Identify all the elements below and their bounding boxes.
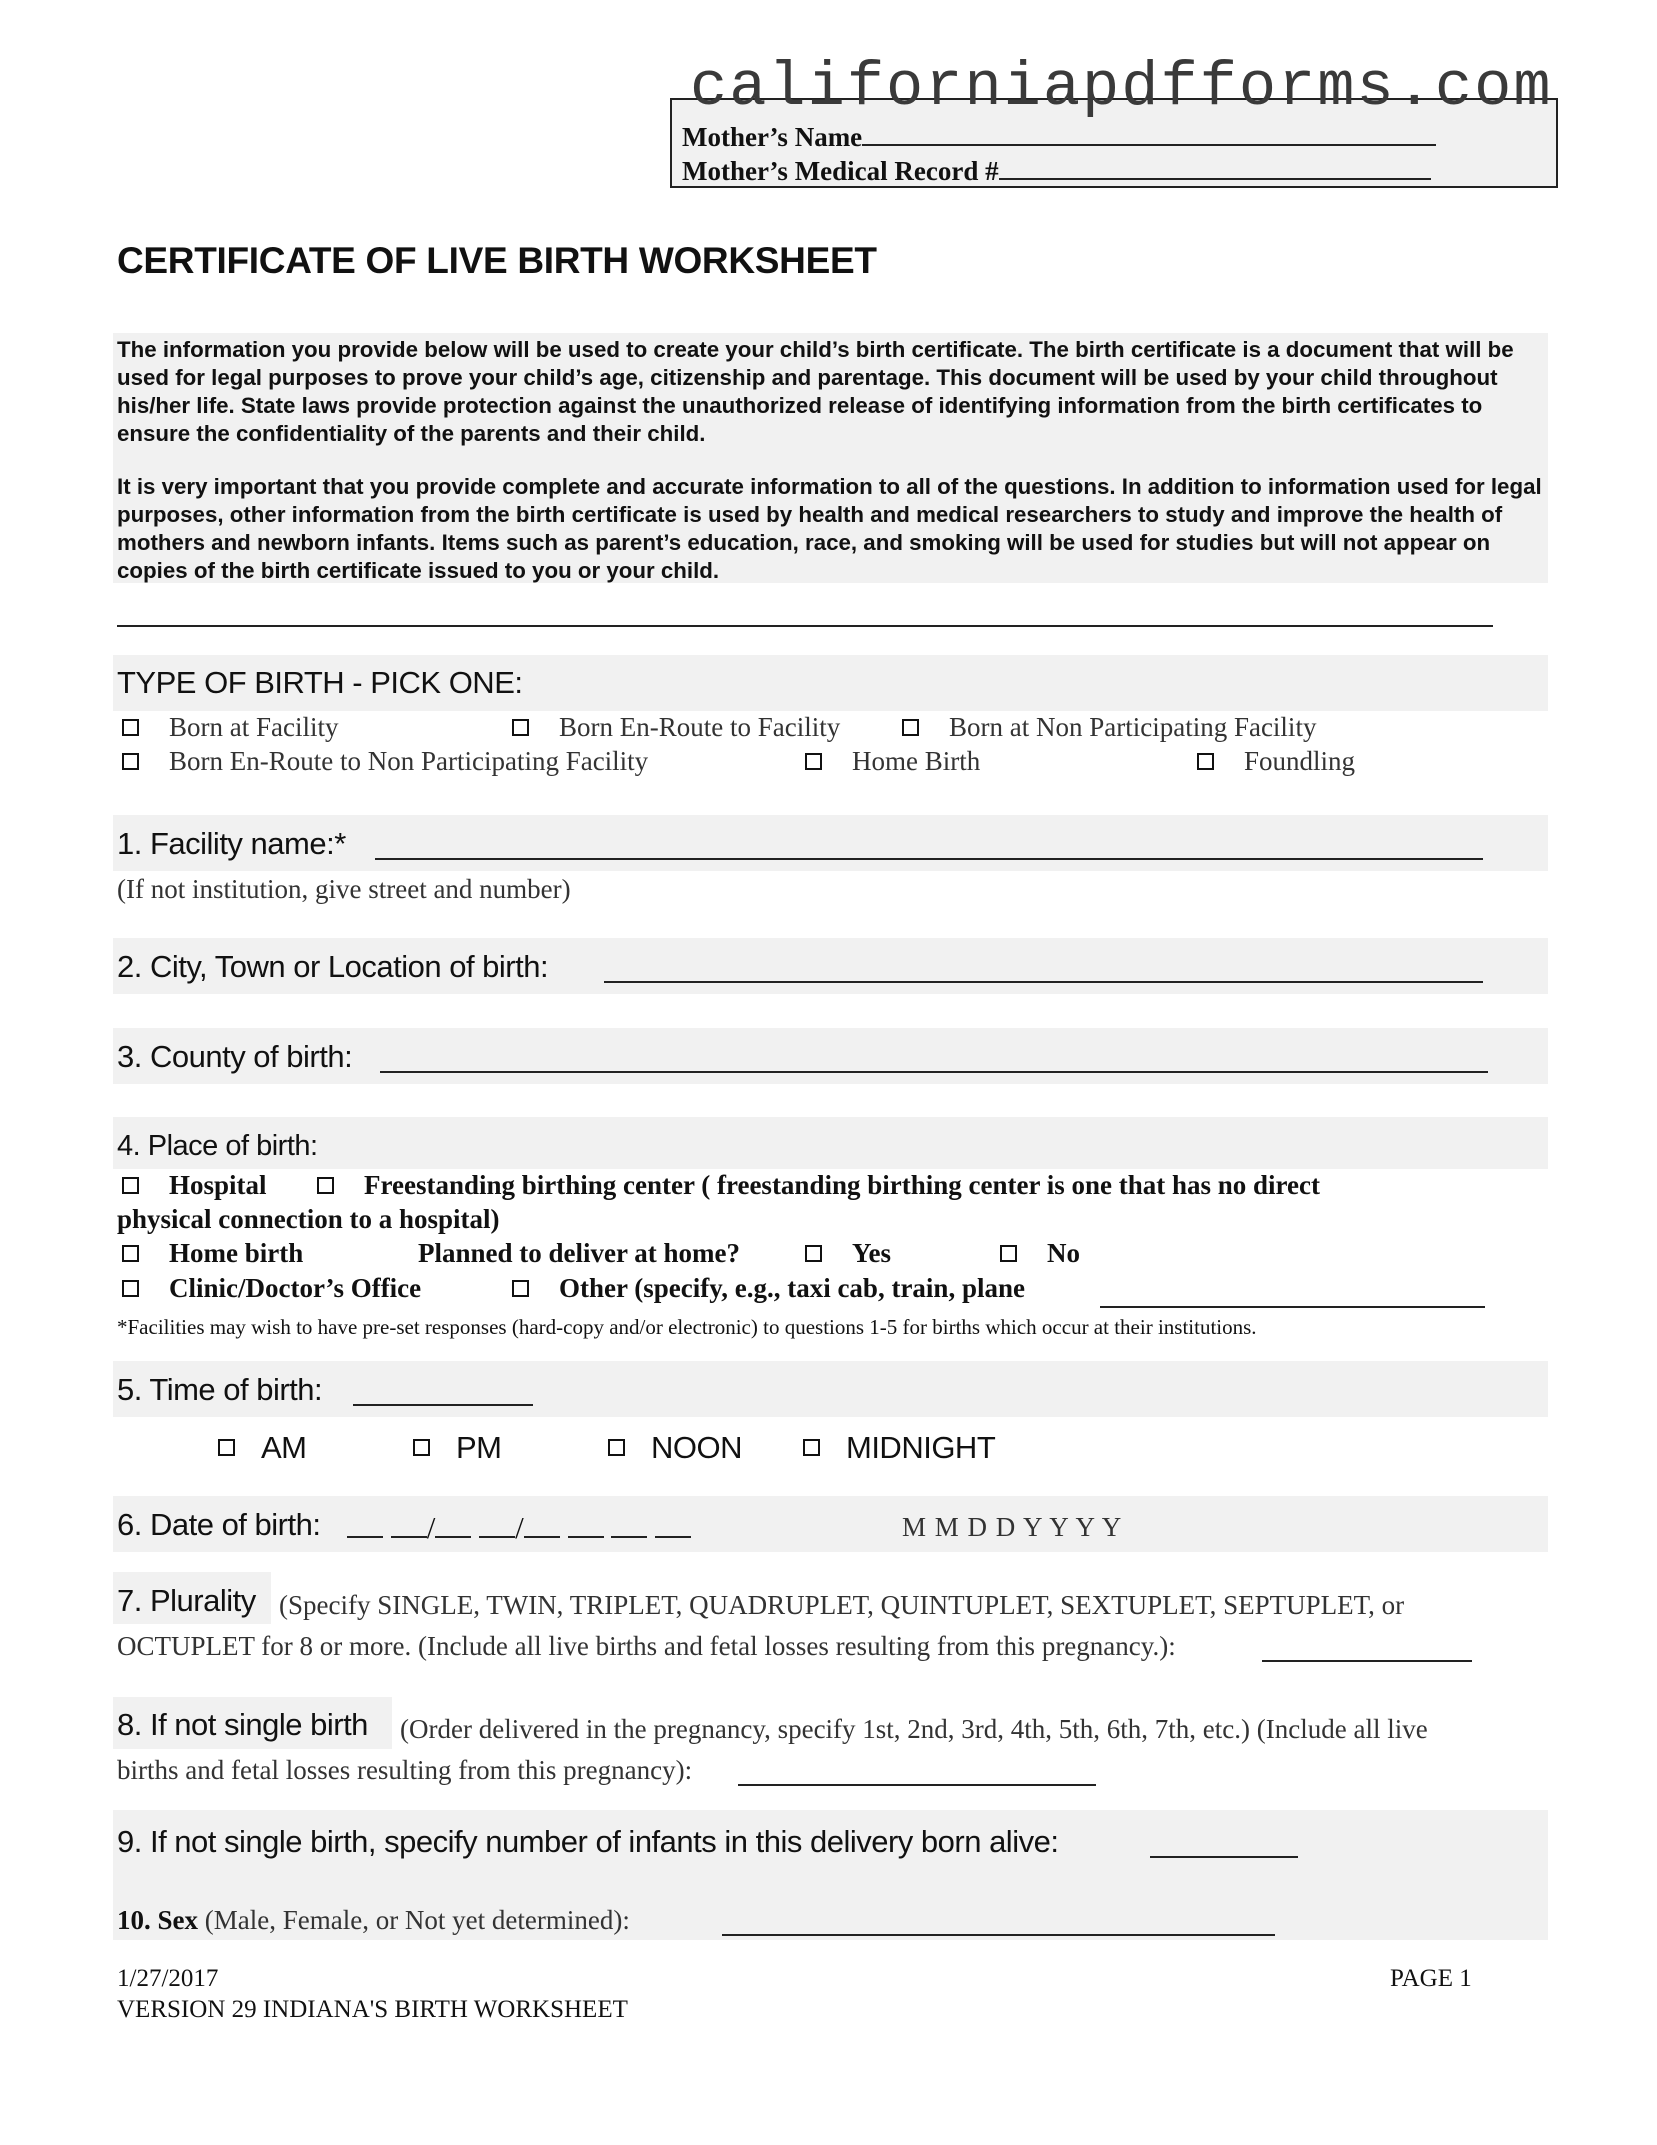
checkbox[interactable] xyxy=(1197,753,1214,770)
freestanding-cont: physical connection to a hospital) xyxy=(117,1204,500,1234)
q5-label: 5. Time of birth: xyxy=(117,1372,323,1407)
checkbox[interactable] xyxy=(122,719,139,736)
option-hospital[interactable]: Hospital xyxy=(122,1170,267,1201)
q6-bar xyxy=(113,1496,1548,1552)
option-born-en-route-non-participating[interactable]: Born En-Route to Non Participating Facility xyxy=(122,746,648,777)
q3-label: 3. County of birth: xyxy=(117,1039,353,1074)
checkbox[interactable] xyxy=(512,719,529,736)
mother-name-row xyxy=(682,122,1436,153)
option-home-birth[interactable]: Home Birth xyxy=(805,746,980,777)
option-pm[interactable]: PM xyxy=(413,1430,502,1466)
checkbox[interactable] xyxy=(1000,1245,1017,1262)
footer-date: 1/27/2017 xyxy=(117,1965,219,1992)
type-of-birth-heading: TYPE OF BIRTH - PICK ONE: xyxy=(117,665,523,700)
checkbox[interactable] xyxy=(902,719,919,736)
mother-name-field[interactable] xyxy=(862,122,1436,146)
q10-row xyxy=(117,1905,630,1936)
facility-name-field[interactable] xyxy=(375,832,1483,860)
q4-bar xyxy=(113,1117,1548,1169)
checkbox[interactable] xyxy=(122,1245,139,1262)
checkbox[interactable] xyxy=(317,1177,334,1194)
checkbox[interactable] xyxy=(512,1280,529,1297)
county-of-birth-field[interactable] xyxy=(380,1045,1488,1073)
option-noon[interactable]: NOON xyxy=(608,1430,742,1466)
q1-note: (If not institution, give street and number) xyxy=(117,874,571,904)
q4-label: 4. Place of birth: xyxy=(117,1130,318,1162)
option-clinic[interactable]: Clinic/Doctor’s Office xyxy=(122,1273,421,1304)
checkbox[interactable] xyxy=(805,1245,822,1262)
time-of-birth-field[interactable] xyxy=(353,1378,533,1406)
intro-paragraph-1: The information you provide below will be used to create your child’s birth certificate. The birth certificate is a document that will be used for legal purposes to prove your child’s age, citizenship and parentage. This document will be used by your child throughout his/her life. State laws provide protection against the unauthorized release of identifying information from the birth certificates to ensure the confidentiality of the parents and their child. xyxy=(117,337,1514,446)
option-home-birth-place[interactable]: Home birth xyxy=(122,1238,303,1269)
q8-text-1: (Order delivered in the pregnancy, specify 1st, 2nd, 3rd, 4th, 5th, 6th, 7th, etc.) (Include all live xyxy=(400,1714,1428,1744)
q4-footnote: *Facilities may wish to have pre-set responses (hard-copy and/or electronic) to questions 1-5 for births which occur at their institutions. xyxy=(117,1315,1257,1339)
checkbox[interactable] xyxy=(218,1439,235,1456)
city-of-birth-field[interactable] xyxy=(604,955,1483,983)
q10-text: (Male, Female, or Not yet determined): xyxy=(204,1905,630,1935)
watermark-text: californiapdfforms.com xyxy=(690,52,1553,123)
q6-label: 6. Date of birth: xyxy=(117,1507,321,1542)
intro-block xyxy=(113,333,1548,583)
option-foundling[interactable]: Foundling xyxy=(1197,746,1355,777)
q5-bar xyxy=(113,1361,1548,1417)
footer-version: VERSION 29 INDIANA'S BIRTH WORKSHEET xyxy=(117,1996,628,2023)
q1-label: 1. Facility name:* xyxy=(117,826,346,861)
mother-record-label: Mother’s Medical Record # xyxy=(682,156,999,186)
q8-label: 8. If not single birth xyxy=(117,1707,368,1742)
checkbox[interactable] xyxy=(122,753,139,770)
q7-label: 7. Plurality xyxy=(117,1583,256,1618)
date-format-hint: M M D D Y Y Y Y xyxy=(902,1512,1123,1542)
option-born-non-participating[interactable]: Born at Non Participating Facility xyxy=(902,712,1316,743)
option-born-en-route-facility[interactable]: Born En-Route to Facility xyxy=(512,712,840,743)
mother-record-row xyxy=(682,156,1431,187)
option-freestanding-center[interactable]: Freestanding birthing center ( freestanding birthing center is one that has no direct xyxy=(317,1170,1320,1201)
infants-born-alive-field[interactable] xyxy=(1150,1830,1298,1858)
page-title: CERTIFICATE OF LIVE BIRTH WORKSHEET xyxy=(117,240,877,281)
checkbox[interactable] xyxy=(122,1177,139,1194)
birth-order-field[interactable] xyxy=(738,1764,1096,1786)
option-planned-no[interactable]: No xyxy=(1000,1238,1080,1269)
option-am[interactable]: AM xyxy=(218,1430,307,1466)
q2-label: 2. City, Town or Location of birth: xyxy=(117,949,549,984)
q10-label: 10. Sex xyxy=(117,1905,198,1935)
date-of-birth-field[interactable]: / / xyxy=(347,1510,691,1546)
q8-text-2: births and fetal losses resulting from this pregnancy): xyxy=(117,1755,693,1785)
q7-text-2: OCTUPLET for 8 or more. (Include all live births and fetal losses resulting from this pregnancy.): xyxy=(117,1631,1176,1661)
option-born-at-facility[interactable]: Born at Facility xyxy=(122,712,338,743)
other-place-field[interactable] xyxy=(1100,1280,1485,1308)
q9-label: 9. If not single birth, specify number of infants in this delivery born alive: xyxy=(117,1824,1059,1859)
option-other-place[interactable]: Other (specify, e.g., taxi cab, train, plane xyxy=(512,1273,1025,1304)
sex-field[interactable] xyxy=(722,1914,1275,1936)
planned-home-label: Planned to deliver at home? xyxy=(418,1238,740,1268)
option-planned-yes[interactable]: Yes xyxy=(805,1238,891,1269)
option-midnight[interactable]: MIDNIGHT xyxy=(803,1430,995,1466)
checkbox[interactable] xyxy=(803,1439,820,1456)
q7-text-1: (Specify SINGLE, TWIN, TRIPLET, QUADRUPLET, QUINTUPLET, SEXTUPLET, SEPTUPLET, or xyxy=(279,1590,1405,1620)
mother-record-field[interactable] xyxy=(999,156,1431,180)
checkbox[interactable] xyxy=(608,1439,625,1456)
checkbox[interactable] xyxy=(122,1280,139,1297)
section-divider xyxy=(117,625,1493,627)
footer-page-number: PAGE 1 xyxy=(1390,1965,1472,1992)
plurality-field[interactable] xyxy=(1262,1640,1472,1662)
checkbox[interactable] xyxy=(413,1439,430,1456)
intro-paragraph-2: It is very important that you provide complete and accurate information to all of the questions. In addition to information used for legal purposes, other information from the birth certificate is used by health and medical researchers to study and improve the health of mothers and newborn infants. Items such as parent’s education, race, and smoking will be used for studies but will not appear on copies of the birth certificate issued to you or your child. xyxy=(117,474,1542,583)
checkbox[interactable] xyxy=(805,753,822,770)
mother-name-label: Mother’s Name xyxy=(682,122,863,152)
